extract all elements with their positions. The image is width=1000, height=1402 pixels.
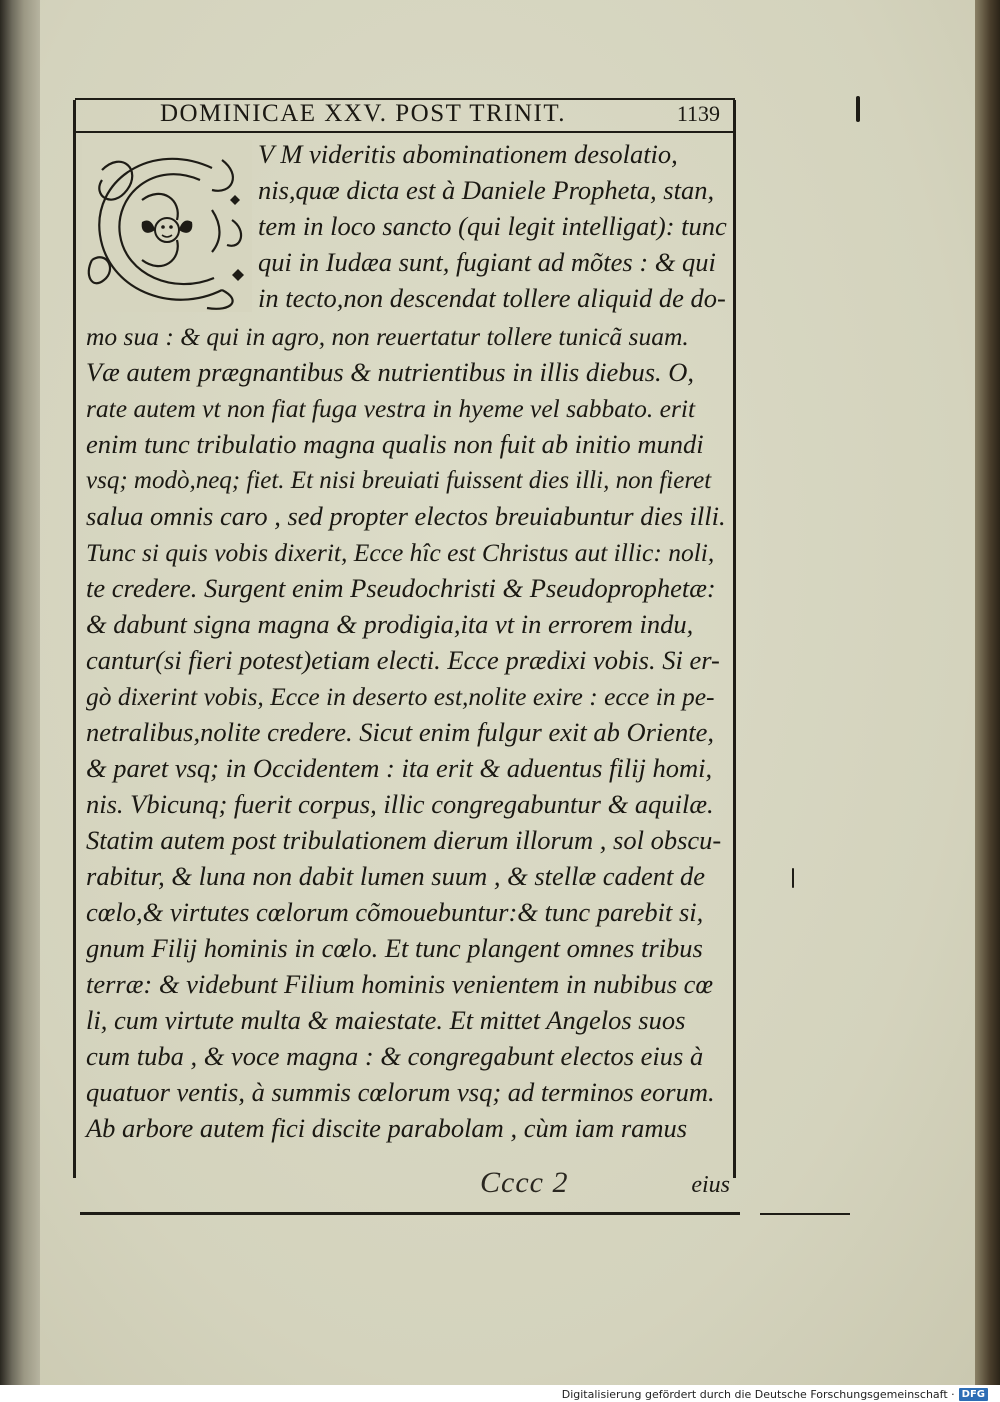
text-line: gò dixerint vobis, Ecce in deserto est,nolite exire : ecce in pe-	[86, 682, 715, 711]
text-line: rabitur, & luna non dabit lumen suum , & stellæ cadent de	[86, 861, 706, 891]
digitization-credit	[562, 1386, 988, 1402]
catchword: eius	[691, 1172, 730, 1198]
dfg-logo: DFG	[959, 1388, 988, 1401]
text-line: nis,quæ dicta est à Daniele Propheta, stan,	[258, 175, 715, 205]
signature-mark: Cccc 2	[480, 1166, 569, 1199]
text-line: Væ autem prægnantibus & nutrientibus in illis diebus. O,	[86, 357, 695, 387]
text-line: cum tuba , & voce magna : & congregabunt electos eius à	[86, 1041, 704, 1071]
frame-bottom-left-tick	[73, 1160, 76, 1178]
page-footer-marks	[480, 1166, 730, 1202]
page-edge	[975, 0, 1000, 1385]
text-line: mo sua : & qui in agro, non reuertatur tollere tunicã suam.	[86, 322, 689, 351]
text-line: terræ: & videbunt Filium hominis venientem in nubibus cœ	[86, 969, 714, 999]
page-binding-shadow	[0, 0, 40, 1385]
text-line: V M videritis abominationem desolatio,	[258, 139, 678, 169]
running-header	[160, 100, 720, 134]
text-line: te credere. Surgent enim Pseudochristi & Pseudoprophetæ:	[86, 573, 716, 603]
text-line: Tunc si quis vobis dixerit, Ecce hîc est Christus aut illic: noli,	[86, 538, 715, 567]
folio-number: 1139	[676, 101, 720, 126]
decorated-initial-c	[82, 140, 252, 312]
text-line: & paret vsq; in Occidentem : ita erit & aduentus filij homi,	[86, 753, 713, 783]
credit-text: Digitalisierung gefördert durch die Deutsche Forschungsgemeinschaft ·	[561, 1387, 955, 1401]
footer-rule	[80, 1212, 740, 1215]
frame-left-rule	[73, 100, 76, 1160]
frame-right-rule	[733, 100, 736, 1160]
text-line: in tecto,non descendat tollere aliquid de do-	[258, 283, 726, 313]
text-line: cœlo,& virtutes cœlorum cõmouebuntur:& tunc parebit si,	[86, 897, 704, 927]
text-line: cantur(si fieri potest)etiam electi. Ecce prædixi vobis. Si er-	[86, 645, 720, 675]
text-line: nis. Vbicunq; fuerit corpus, illic congregabuntur & aquilæ.	[86, 789, 714, 819]
text-line: & dabunt signa magna & prodigia,ita vt in errorem indu,	[86, 609, 694, 639]
text-line: enim tunc tribulatio magna qualis non fuit ab initio mundi	[86, 429, 704, 459]
text-line: tem in loco sancto (qui legit intelligat): tunc	[258, 211, 727, 241]
running-head-title: DOMINICAE XXV. POST TRINIT.	[160, 100, 567, 127]
text-line: Statim autem post tribulationem dierum illorum , sol obscu-	[86, 825, 722, 855]
text-line: netralibus,nolite credere. Sicut enim fulgur exit ab Oriente,	[86, 717, 715, 747]
text-line: rate autem vt non fiat fuga vestra in hyeme vel sabbato. erit	[86, 394, 696, 423]
frame-bottom-right-tick	[733, 1160, 736, 1178]
text-line: vsq; modò,neq; fiet. Et nisi breuiati fuissent dies illi, non fieret	[86, 467, 712, 494]
text-line: gnum Filij hominis in cœlo. Et tunc plangent omnes tribus	[86, 933, 703, 963]
margin-rule-mark	[856, 96, 860, 122]
text-line: Ab arbore autem fici discite parabolam , cùm iam ramus	[86, 1113, 688, 1143]
footer-rule-outer	[760, 1213, 850, 1215]
text-line: salua omnis caro , sed propter electos breuiabuntur dies illi.	[86, 501, 726, 531]
text-line: li, cum virtute multa & maiestate. Et mittet Angelos suos	[86, 1005, 686, 1035]
text-line: quatuor ventis, à summis cœlorum vsq; ad terminos eorum.	[86, 1077, 715, 1107]
margin-dot-mark	[792, 868, 794, 888]
text-line: qui in Iudæa sunt, fugiant ad mõtes : & qui	[258, 247, 716, 277]
